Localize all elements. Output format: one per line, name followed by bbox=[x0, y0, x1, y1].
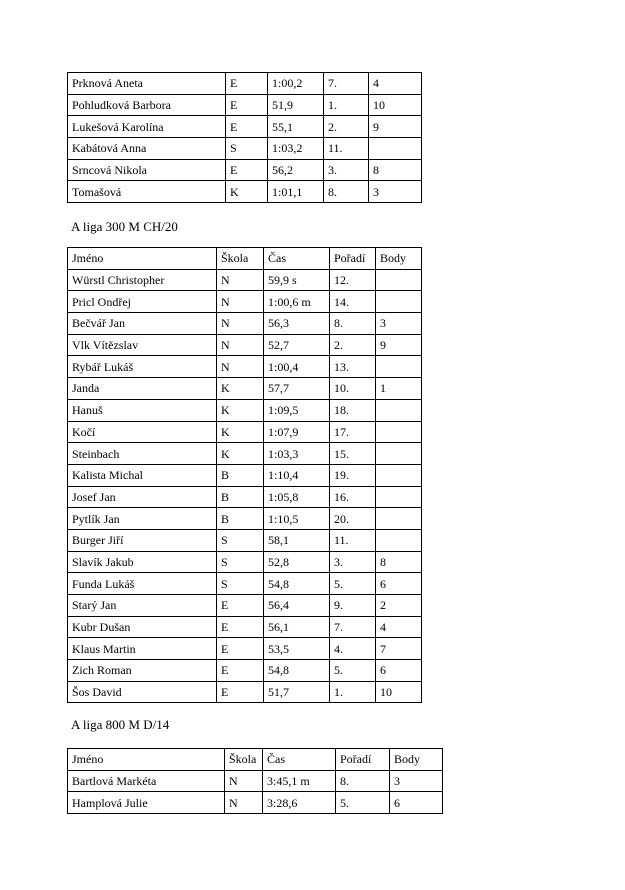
points-cell: 6 bbox=[390, 792, 443, 814]
name-cell: Pohludková Barbora bbox=[68, 94, 226, 116]
name-cell: Srncová Nikola bbox=[68, 159, 226, 181]
school-cell: E bbox=[226, 159, 268, 181]
table-row bbox=[68, 486, 422, 508]
table-row bbox=[68, 181, 422, 203]
points-cell: 3 bbox=[390, 770, 443, 792]
name-cell: Prknová Aneta bbox=[68, 73, 226, 95]
points-cell: 1 bbox=[376, 378, 422, 400]
rank-cell: 14. bbox=[330, 291, 376, 313]
name-cell: Pricl Ondřej bbox=[68, 291, 217, 313]
table-row bbox=[68, 138, 422, 160]
name-cell: Vlk Vítězslav bbox=[68, 334, 217, 356]
time-cell: Čas bbox=[264, 248, 330, 270]
table-row bbox=[68, 508, 422, 530]
rank-cell: 8. bbox=[324, 181, 369, 203]
points-cell bbox=[376, 529, 422, 551]
time-cell: 1:10,4 bbox=[264, 464, 330, 486]
school-cell: Škola bbox=[225, 749, 263, 771]
time-cell: 1:05,8 bbox=[264, 486, 330, 508]
school-cell: E bbox=[217, 681, 264, 703]
rank-cell: 3. bbox=[324, 159, 369, 181]
time-cell: 55,1 bbox=[268, 116, 324, 138]
name-cell: Jméno bbox=[68, 749, 225, 771]
school-cell: N bbox=[217, 313, 264, 335]
name-cell: Jméno bbox=[68, 248, 217, 270]
rank-cell: 2. bbox=[330, 334, 376, 356]
time-cell: 1:10,5 bbox=[264, 508, 330, 530]
name-cell: Pytlík Jan bbox=[68, 508, 217, 530]
results-table-continued bbox=[67, 72, 422, 203]
rank-cell: 10. bbox=[330, 378, 376, 400]
points-cell: 7 bbox=[376, 638, 422, 660]
time-cell: 56,2 bbox=[268, 159, 324, 181]
time-cell: 54,8 bbox=[264, 573, 330, 595]
time-cell: 3:28,6 bbox=[263, 792, 336, 814]
name-cell: Kalista Michal bbox=[68, 464, 217, 486]
name-cell: Starý Jan bbox=[68, 595, 217, 617]
school-cell: E bbox=[226, 116, 268, 138]
time-cell: 1:01,1 bbox=[268, 181, 324, 203]
table-row bbox=[68, 399, 422, 421]
school-cell: K bbox=[217, 399, 264, 421]
name-cell: Josef Jan bbox=[68, 486, 217, 508]
time-cell: 1:00,2 bbox=[268, 73, 324, 95]
rank-cell: 15. bbox=[330, 443, 376, 465]
school-cell: E bbox=[226, 94, 268, 116]
points-cell: Body bbox=[376, 248, 422, 270]
table-row bbox=[68, 356, 422, 378]
rank-cell: 5. bbox=[336, 792, 390, 814]
rank-cell: 7. bbox=[324, 73, 369, 95]
points-cell bbox=[376, 508, 422, 530]
table-row bbox=[68, 421, 422, 443]
rank-cell: 2. bbox=[324, 116, 369, 138]
table-row bbox=[68, 595, 422, 617]
time-cell: 59,9 s bbox=[264, 269, 330, 291]
rank-cell: 9. bbox=[330, 595, 376, 617]
table-row bbox=[68, 616, 422, 638]
points-cell bbox=[376, 291, 422, 313]
name-cell: Bartlová Markéta bbox=[68, 770, 225, 792]
school-cell: N bbox=[217, 269, 264, 291]
name-cell: Hanuš bbox=[68, 399, 217, 421]
table-row bbox=[68, 770, 443, 792]
name-cell: Burger Jiří bbox=[68, 529, 217, 551]
table-row bbox=[68, 792, 443, 814]
points-cell: 6 bbox=[376, 660, 422, 682]
points-cell: 4 bbox=[376, 616, 422, 638]
table-row bbox=[68, 73, 422, 95]
school-cell: E bbox=[217, 638, 264, 660]
rank-cell: Pořadí bbox=[330, 248, 376, 270]
results-table-300m-ch20 bbox=[67, 247, 422, 703]
time-cell: 58,1 bbox=[264, 529, 330, 551]
name-cell: Funda Lukáš bbox=[68, 573, 217, 595]
school-cell: N bbox=[225, 792, 263, 814]
time-cell: 1:03,2 bbox=[268, 138, 324, 160]
school-cell: K bbox=[226, 181, 268, 203]
table-body bbox=[68, 269, 422, 703]
time-cell: 1:00,6 m bbox=[264, 291, 330, 313]
time-cell: Čas bbox=[263, 749, 336, 771]
rank-cell: 3. bbox=[330, 551, 376, 573]
school-cell: B bbox=[217, 464, 264, 486]
table-row bbox=[68, 443, 422, 465]
points-cell: 6 bbox=[376, 573, 422, 595]
table-row bbox=[68, 94, 422, 116]
table-row bbox=[68, 573, 422, 595]
table-row bbox=[68, 116, 422, 138]
time-cell: 1:07,9 bbox=[264, 421, 330, 443]
points-cell: 10 bbox=[376, 681, 422, 703]
time-cell: 3:45,1 m bbox=[263, 770, 336, 792]
school-cell: E bbox=[217, 595, 264, 617]
points-cell: 3 bbox=[376, 313, 422, 335]
school-cell: E bbox=[226, 73, 268, 95]
school-cell: N bbox=[217, 356, 264, 378]
school-cell: N bbox=[225, 770, 263, 792]
rank-cell: 17. bbox=[330, 421, 376, 443]
table-row bbox=[68, 464, 422, 486]
name-cell: Kabátová Anna bbox=[68, 138, 226, 160]
name-cell: Kočí bbox=[68, 421, 217, 443]
time-cell: 51,7 bbox=[264, 681, 330, 703]
name-cell: Steinbach bbox=[68, 443, 217, 465]
time-cell: 53,5 bbox=[264, 638, 330, 660]
rank-cell: 1. bbox=[324, 94, 369, 116]
time-cell: 54,8 bbox=[264, 660, 330, 682]
school-cell: B bbox=[217, 486, 264, 508]
points-cell: 9 bbox=[376, 334, 422, 356]
rank-cell: 11. bbox=[330, 529, 376, 551]
name-cell: Tomašová bbox=[68, 181, 226, 203]
table-row bbox=[68, 660, 422, 682]
time-cell: 52,7 bbox=[264, 334, 330, 356]
points-cell bbox=[376, 443, 422, 465]
table-row bbox=[68, 159, 422, 181]
name-cell: Rybář Lukáš bbox=[68, 356, 217, 378]
school-cell: E bbox=[217, 660, 264, 682]
rank-cell: 19. bbox=[330, 464, 376, 486]
school-cell: K bbox=[217, 378, 264, 400]
table-row bbox=[68, 334, 422, 356]
time-cell: 52,8 bbox=[264, 551, 330, 573]
name-cell: Hamplová Julie bbox=[68, 792, 225, 814]
rank-cell: 11. bbox=[324, 138, 369, 160]
points-cell: 4 bbox=[369, 73, 422, 95]
table-row bbox=[68, 378, 422, 400]
rank-cell: 13. bbox=[330, 356, 376, 378]
school-cell: S bbox=[226, 138, 268, 160]
rank-cell: 16. bbox=[330, 486, 376, 508]
header-row bbox=[68, 248, 422, 270]
rank-cell: 8. bbox=[330, 313, 376, 335]
points-cell: 3 bbox=[369, 181, 422, 203]
name-cell: Klaus Martin bbox=[68, 638, 217, 660]
table-header bbox=[68, 749, 443, 771]
points-cell: 10 bbox=[369, 94, 422, 116]
time-cell: 56,3 bbox=[264, 313, 330, 335]
time-cell: 57,7 bbox=[264, 378, 330, 400]
name-cell: Bečvář Jan bbox=[68, 313, 217, 335]
results-table-800m-d14 bbox=[67, 748, 443, 814]
section-heading-800m-d14: A liga 800 M D/14 bbox=[71, 717, 170, 732]
name-cell: Kubr Dušan bbox=[68, 616, 217, 638]
header-row bbox=[68, 749, 443, 771]
points-cell bbox=[376, 399, 422, 421]
points-cell bbox=[376, 269, 422, 291]
school-cell: S bbox=[217, 551, 264, 573]
rank-cell: 4. bbox=[330, 638, 376, 660]
rank-cell: 20. bbox=[330, 508, 376, 530]
rank-cell: 5. bbox=[330, 660, 376, 682]
time-cell: 56,4 bbox=[264, 595, 330, 617]
points-cell bbox=[376, 486, 422, 508]
rank-cell: 5. bbox=[330, 573, 376, 595]
time-cell: 1:03,3 bbox=[264, 443, 330, 465]
time-cell: 1:00,4 bbox=[264, 356, 330, 378]
points-cell: 9 bbox=[369, 116, 422, 138]
school-cell: Škola bbox=[217, 248, 264, 270]
name-cell: Janda bbox=[68, 378, 217, 400]
rank-cell: Pořadí bbox=[336, 749, 390, 771]
points-cell bbox=[376, 464, 422, 486]
school-cell: B bbox=[217, 508, 264, 530]
table-header bbox=[68, 248, 422, 270]
time-cell: 56,1 bbox=[264, 616, 330, 638]
rank-cell: 1. bbox=[330, 681, 376, 703]
table-row bbox=[68, 681, 422, 703]
name-cell: Slavík Jakub bbox=[68, 551, 217, 573]
time-cell: 51,9 bbox=[268, 94, 324, 116]
table-row bbox=[68, 551, 422, 573]
school-cell: N bbox=[217, 291, 264, 313]
name-cell: Würstl Christopher bbox=[68, 269, 217, 291]
points-cell bbox=[376, 356, 422, 378]
table-row bbox=[68, 313, 422, 335]
school-cell: S bbox=[217, 573, 264, 595]
points-cell: Body bbox=[390, 749, 443, 771]
table-body bbox=[68, 770, 443, 813]
section-heading-300m-ch20: A liga 300 M CH/20 bbox=[71, 219, 178, 234]
school-cell: S bbox=[217, 529, 264, 551]
table-row bbox=[68, 269, 422, 291]
points-cell: 2 bbox=[376, 595, 422, 617]
rank-cell: 18. bbox=[330, 399, 376, 421]
time-cell: 1:09,5 bbox=[264, 399, 330, 421]
table-row bbox=[68, 529, 422, 551]
points-cell bbox=[369, 138, 422, 160]
table-row bbox=[68, 638, 422, 660]
rank-cell: 8. bbox=[336, 770, 390, 792]
rank-cell: 12. bbox=[330, 269, 376, 291]
school-cell: E bbox=[217, 616, 264, 638]
school-cell: K bbox=[217, 443, 264, 465]
school-cell: N bbox=[217, 334, 264, 356]
name-cell: Šos David bbox=[68, 681, 217, 703]
table-body bbox=[68, 73, 422, 203]
table-row bbox=[68, 291, 422, 313]
name-cell: Zich Roman bbox=[68, 660, 217, 682]
points-cell: 8 bbox=[376, 551, 422, 573]
name-cell: Lukešová Karolína bbox=[68, 116, 226, 138]
school-cell: K bbox=[217, 421, 264, 443]
rank-cell: 7. bbox=[330, 616, 376, 638]
points-cell bbox=[376, 421, 422, 443]
points-cell: 8 bbox=[369, 159, 422, 181]
